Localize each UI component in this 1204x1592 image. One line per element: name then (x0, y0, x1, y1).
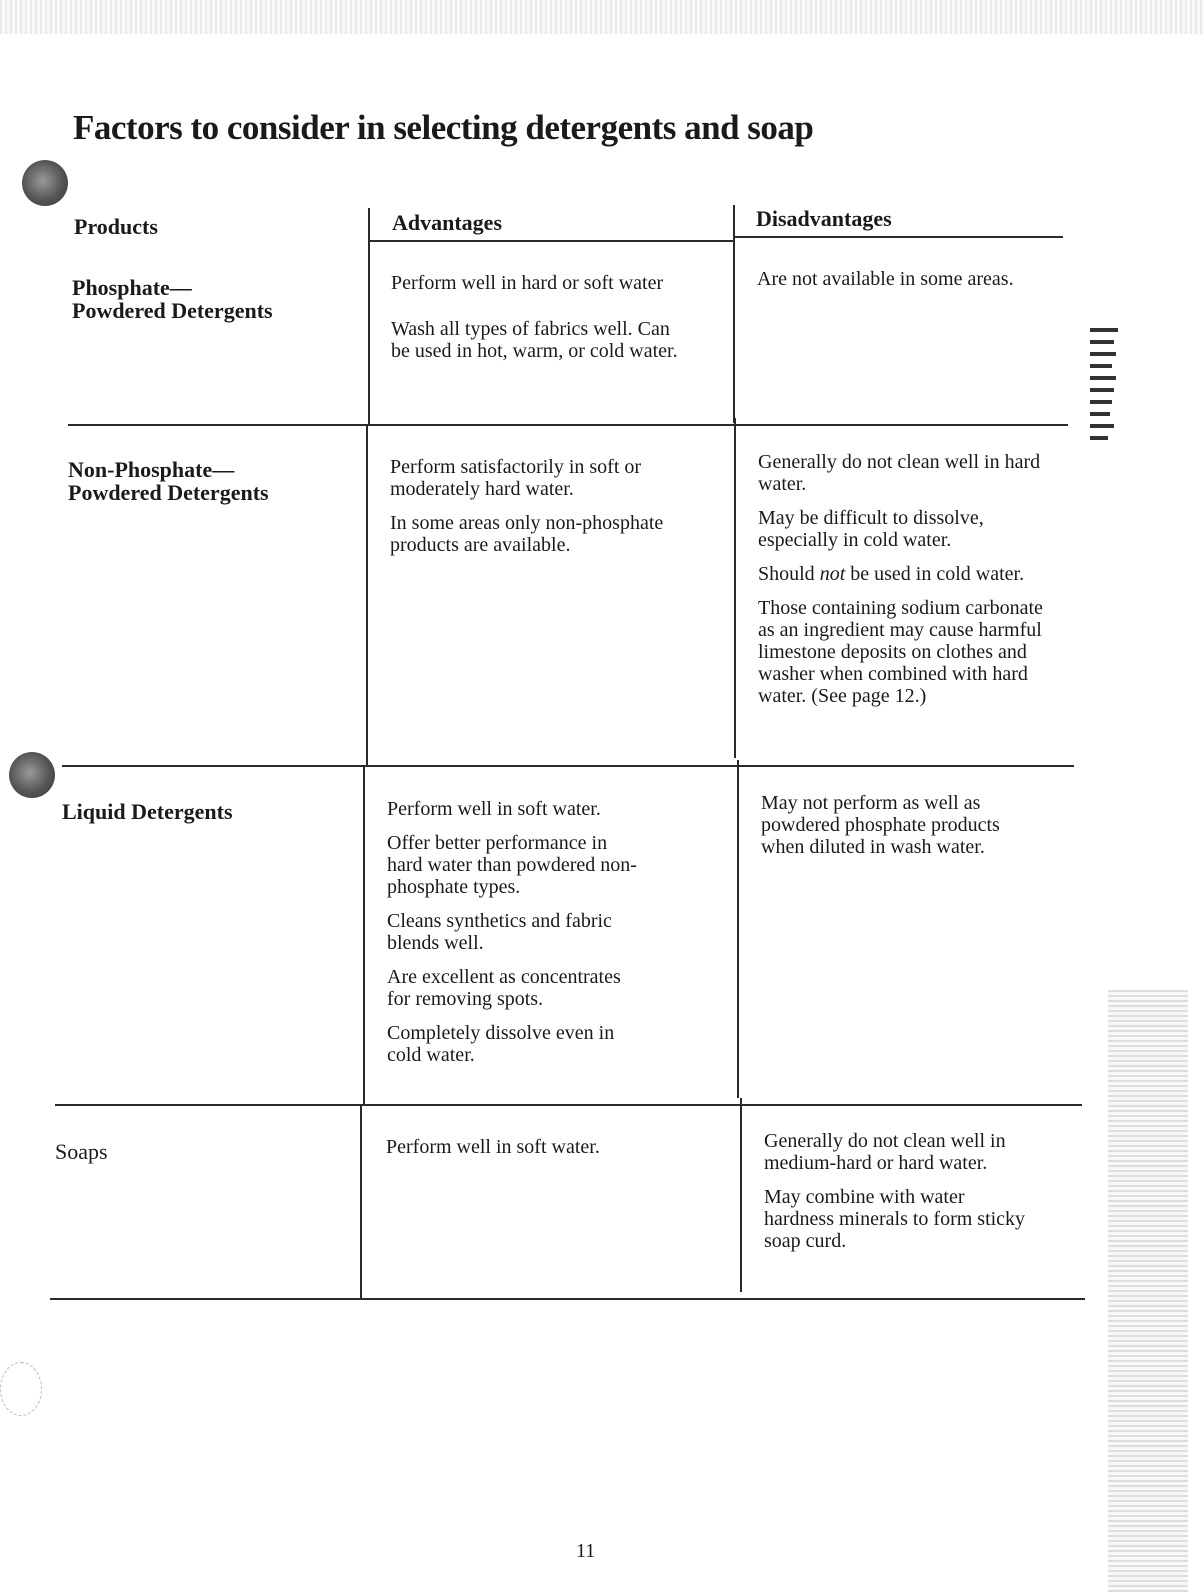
product-name-liquid: Liquid Detergents (62, 799, 233, 824)
column-divider (737, 760, 739, 1098)
advantages-soaps (386, 1136, 686, 1170)
scan-edge-artifact (1108, 990, 1188, 1592)
page-title: Factors to consider in selecting detergents and soap (73, 108, 814, 147)
list-item: Are not available in some areas. (757, 268, 1014, 290)
header-rule (733, 236, 1063, 238)
advantages-liquid (387, 798, 647, 1078)
advantages-non-phosphate (390, 456, 690, 568)
disadvantages-soaps (764, 1130, 1034, 1264)
header-rule (368, 240, 734, 242)
list-item: Those containing sodium carbonate as an ingredient may cause harmful limestone deposits on clothes and washer when combined with hard water. (See page 12.) (758, 597, 1043, 707)
binder-hole (0, 1362, 42, 1416)
list-item: Wash all types of fabrics well. Can be used in hot, warm, or cold water. (391, 318, 678, 362)
page-number: 11 (576, 1540, 596, 1562)
list-item: Generally do not clean well in hard water. (758, 451, 1041, 495)
list-item: Completely dissolve even in cold water. (387, 1022, 615, 1066)
list-item: Perform well in soft water. (386, 1136, 600, 1158)
disadvantages-non-phosphate (758, 451, 1048, 719)
list-item: May combine with water hardness minerals to form sticky soap curd. (764, 1186, 1026, 1252)
column-divider (740, 1098, 742, 1292)
row-divider (55, 1104, 1082, 1106)
list-item: Perform well in hard or soft water (391, 272, 664, 294)
disadvantages-liquid (761, 792, 1031, 870)
product-name-non-phosphate: Non-Phosphate— Powdered Detergents (68, 457, 269, 505)
list-item: May be difficult to dissolve, especially in cold water. (758, 507, 984, 551)
list-item: Cleans synthetics and fabric blends well. (387, 910, 612, 954)
row-divider (62, 765, 1074, 767)
list-item: Offer better performance in hard water than powdered non-phosphate types. (387, 832, 637, 898)
row-divider (68, 424, 1068, 426)
disadvantages-phosphate (757, 268, 1057, 302)
table-bottom-rule (50, 1298, 1085, 1300)
column-divider (366, 426, 368, 766)
binder-hole (9, 752, 55, 798)
binder-hole (22, 160, 68, 206)
list-item: Are excellent as concentrates for removing spots. (387, 966, 621, 1010)
scan-edge-artifact (0, 0, 1204, 34)
product-name-phosphate: Phosphate— Powdered Detergents (72, 275, 273, 323)
scan-edge-artifact (1090, 328, 1132, 448)
list-item: Perform satisfactorily in soft or moderately hard water. (390, 456, 642, 500)
advantages-phosphate (391, 272, 691, 374)
list-item: Perform well in soft water. (387, 798, 601, 820)
column-header-disadvantages: Disadvantages (756, 206, 892, 231)
list-item: Generally do not clean well in medium-hard or hard water. (764, 1130, 1006, 1174)
list-item: May not perform as well as powdered phosphate products when diluted in wash water. (761, 792, 1000, 858)
column-header-products: Products (74, 214, 158, 239)
column-divider (363, 767, 365, 1105)
column-header-advantages: Advantages (392, 210, 503, 235)
product-name-soaps: Soaps (55, 1139, 108, 1164)
list-item: Should not be used in cold water. (758, 563, 1025, 585)
column-divider (734, 418, 736, 758)
list-item: In some areas only non-phosphate products are available. (390, 512, 664, 556)
column-divider (360, 1106, 362, 1298)
